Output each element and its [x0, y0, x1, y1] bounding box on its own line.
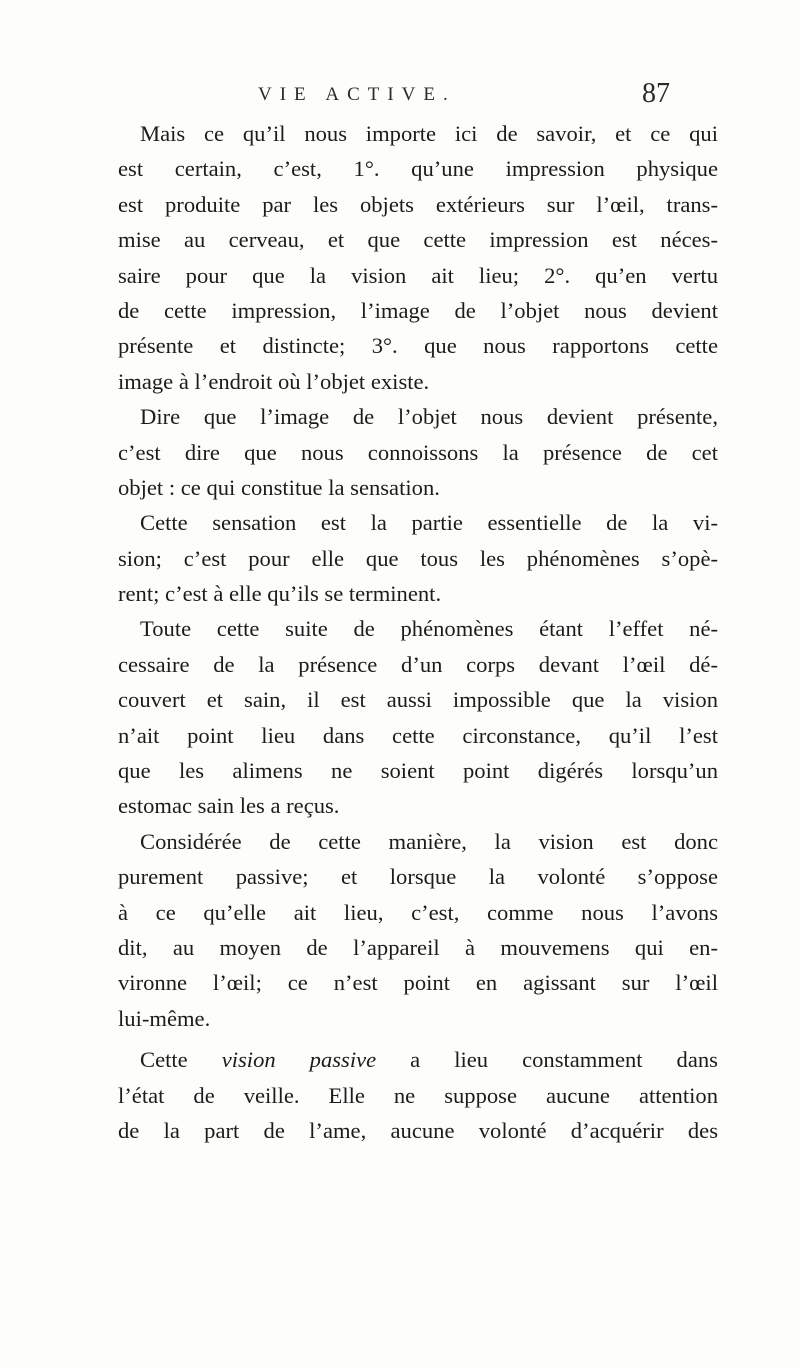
- text-line: Toute cette suite de phénomènes étant l’effet né-: [140, 616, 718, 642]
- text-line: présente et distincte; 3°. que nous rapportons cette: [118, 333, 718, 359]
- text-line: lui-même.: [118, 1005, 211, 1031]
- italic-term: vision passive: [221, 1047, 377, 1073]
- body-text: [118, 116, 718, 1148]
- text-line: Mais ce qu’il nous importe ici de savoir, et ce qui: [140, 121, 718, 146]
- text-line: est produite par les objets extérieurs sur l’œil, trans-: [118, 191, 718, 217]
- text-line: Cette sensation est la partie essentielle de la vi-: [140, 510, 718, 536]
- text-line: saire pour que la vision ait lieu; 2°. qu’en vertu: [118, 262, 718, 288]
- text-line: que les alimens ne soient point digérés lorsqu’un: [118, 758, 718, 784]
- text-line: estomac sain les a reçus.: [118, 793, 340, 819]
- running-head: VIE ACTIVE.: [258, 84, 456, 105]
- text-line: de cette impression, l’image de l’objet nous devient: [118, 297, 718, 323]
- text-line: mise au cerveau, et que cette impression est néces-: [118, 227, 718, 253]
- page-number: 87: [642, 78, 670, 109]
- text-line: à ce qu’elle ait lieu, c’est, comme nous l’avons: [118, 899, 718, 925]
- text-segment: a lieu constamment dans: [376, 1047, 718, 1073]
- text-line: n’ait point lieu dans cette circonstance, qu’il l’est: [118, 722, 718, 748]
- text-line: dit, au moyen de l’appareil à mouvemens qui en-: [118, 934, 718, 960]
- text-line: l’état de veille. Elle ne suppose aucune attention: [118, 1082, 718, 1108]
- text-line: [118, 1042, 718, 1077]
- text-line: Considérée de cette manière, la vision est donc: [140, 828, 718, 854]
- text-line: de la part de l’ame, aucune volonté d’acquérir des: [118, 1117, 718, 1143]
- text-line: vironne l’œil; ce n’est point en agissant sur l’œil: [118, 970, 718, 996]
- text-segment: Cette: [140, 1047, 222, 1073]
- text-line: purement passive; et lorsque la volonté s’oppose: [118, 864, 718, 890]
- text-line: couvert et sain, il est aussi impossible que la vision: [118, 687, 718, 713]
- text-line: objet : ce qui constitue la sensation.: [118, 474, 440, 500]
- text-line: sion; c’est pour elle que tous les phénomènes s’opè-: [118, 545, 718, 571]
- text-line: cessaire de la présence d’un corps devant l’œil dé-: [118, 651, 718, 677]
- text-line: image à l’endroit où l’objet existe.: [118, 368, 430, 394]
- text-line: est certain, c’est, 1°. qu’une impression physique: [118, 156, 718, 182]
- page-header: [0, 78, 800, 118]
- text-line: Dire que l’image de l’objet nous devient présente,: [140, 404, 718, 430]
- text-line: c’est dire que nous connoissons la présence de cet: [118, 439, 718, 465]
- text-line: rent; c’est à elle qu’ils se terminent.: [118, 581, 442, 607]
